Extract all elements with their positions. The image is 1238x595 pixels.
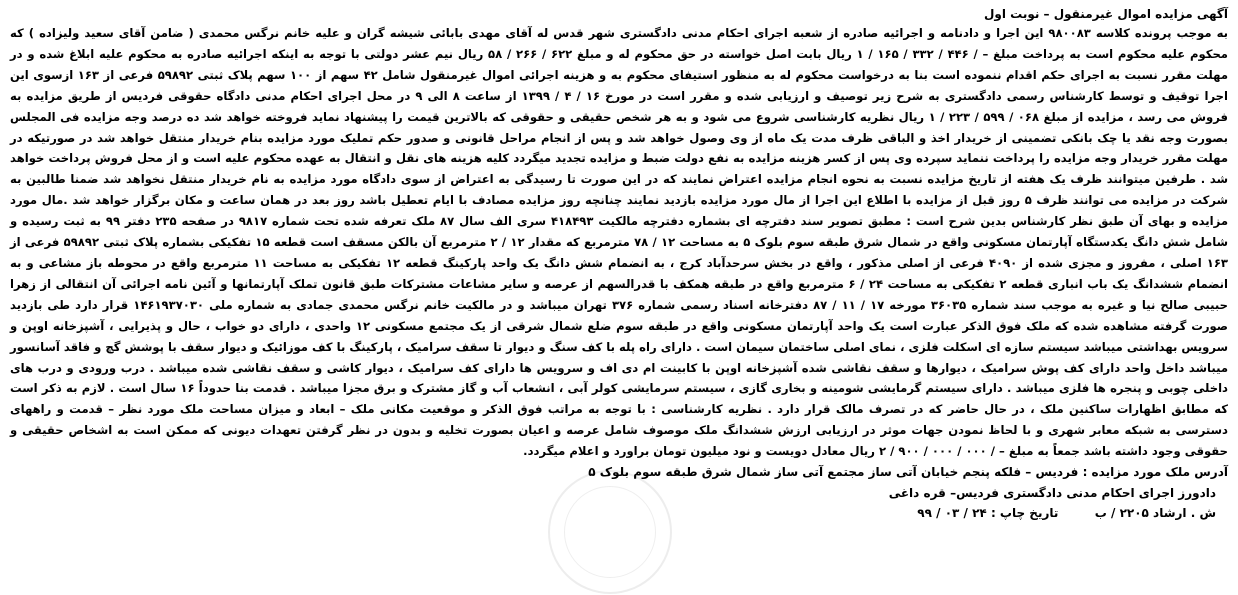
notice-body: به موجب پرونده کلاسه ۹۸۰۰۸۳ این اجرا و دادنامه و اجرائیه صادره از شعبه اجرای احکام مدنی دادگستری شهر قدس له آقای مهدی بابائی شیشه گران و علیه خانم نرگس محمدی ( ضامن آقای سعید ولیزاده ) که محکوم علیه محکوم است به پرداخت مبلغ – / ۴۴۶ / ۳۳۲ / ۱۶۵ / ۱ ریال بابت اصل خواسته در حق محکوم له و مبلغ ۶۲۲ / ۲۶۶ / ۵۸ ریال نیم عشر دولتی با توجه به اینکه اجرائیه صادره به محکوم علیه ابلاغ شده و در مهلت مقرر نسبت به اجرای حکم اقدام ننموده است بنا به درخواست محکوم له به منظور استیفای محکوم به و هزینه اجرائی اموال غیرمنقول شامل ۴۲ سهم از ۱۰۰ سهم پلاک ثبتی ۵۹۸۹۲ فرعی از ۱۶۳ ازسوی این اجرا توقیف و توسط کارشناس رسمی دادگستری به شرح زیر توصیف و ارزیابی شده و مقرر است در مورخ ۱۶ / ۴ / ۱۳۹۹ از ساعت ۸ الی ۹ در محل اجرای احکام مدنی دادگاه حقوقی فردیس از طریق مزایده به فروش می رسد ، مزایده از مبلغ ۰۶۸ / ۵۹۹ / ۲۲۳ / ۱ ریال نظریه کارشناسی شروع می شود و به هر شخص حقیقی و حقوقی که بالاترین قیمت را پیشنهاد نماید فروخته خواهد شد ده درصد وجه مزایده فی المجلس بصورت وجه نقد یا چک بانکی تضمینی از خریدار اخذ و الباقی ظرف مدت یک ماه از وی وصول خواهد شد و پس از انجام مراحل قانونی و صدور حکم تملیک مورد مزایده بنام خریدار منتقل خواهد شد در صورتیکه در مهلت مقرر خریدار وجه مزایده را پرداخت ننماید سپرده وی پس از کسر هزینه مزایده به نفع دولت ضبط و مزایده تجدید میگردد کلیه هزینه های نقل و انتقال به عهده محکوم علیه است و از محل فروش پرداخت خواهد شد . طرفین میتوانند ظرف یک هفته از تاریخ مزایده نسبت به نحوه انجام مزایده اعتراض نمایند که در این صورت تا رسیدگی به اعتراض از سوی دادگاه مورد مزایده به نام خریدار منتقل نخواهد شد ضمنا طالبین به شرکت در مزایده می توانند ظرف ۵ روز قبل از مزایده با اطلاع این اجرا از مال مورد مزایده بازدید نمایند چنانچه روز مزایده مصادف با ایام تعطیل باشد روز بعد در همان ساعت و مکان برگزار خواهد شد .مال مورد مزایده و بهای آن طبق نظر کارشناس بدین شرح است : مطبق تصویر سند دفترچه ای بشماره دفترچه مالکیت ۴۱۸۴۹۳ سری الف سال ۸۷ ملک تعرفه شده تحت شماره ۹۸۱۷ در صفحه ۲۳۵ دفتر ۹۹ به ثبت رسیده و شامل شش دانگ یکدستگاه آپارتمان مسکونی واقع در شمال شرق طبقه سوم بلوک ۵ به مساحت ۱۲ / ۷۸ مترمربع که مقدار ۱۲ / ۲ مترمربع آن بالکن مسقف است قطعه ۱۵ تفکیکی بشماره پلاک ثبتی ۵۹۸۹۲ فرعی از ۱۶۳ اصلی ، مفروز و مجزی شده از ۴۰۹۰ فرعی از اصلی مذکور ، واقع در بخش سرحدآباد کرج ، به انضمام شش دانگ یک واحد پارکینگ قطعه ۱۲ تفکیکی به مساحت ۱۱ مترمربع واقع در محوطه باز مشاعی و به انضمام ششدانگ یک باب انباری قطعه ۲ تفکیکی به مساحت ۲۴ / ۶ مترمربع واقع در طبقه همکف با قدرالسهم از عرصه و سایر مشاعات مشترکات طبق قانون تملک آپارتمانها و آئین نامه اجرائی آن انتقالی از زهرا حبیبی صالح نیا و غیره به موجب سند شماره ۳۶۰۳۵ مورخه ۱۷ / ۱۱ / ۸۷ دفترخانه اسناد رسمی شماره ۳۷۶ تهران میباشد و در مالکیت خانم نرگس محمدی جمادی به شماره ملی ۱۴۶۱۹۳۷۰۳۰ قرار دارد طی بازدید صورت گرفته مشاهده شده که ملک فوق الذکر عبارت است یک واحد آپارتمان مسکونی واقع در طبقه سوم ضلع شمال شرقی از یک مجتمع مسکونی ۱۲ واحدی ، دارای دو خواب ، حال و پذیرایی ، آشپزخانه اوپن و سرویس بهداشتی میباشد سیستم سازه ای اسکلت فلزی ، نمای اصلی ساختمان سیمان است . دارای راه پله با کف سنگ و دیوار تا سقف سرامیک ، پارکینگ با کف موزائیک و دیوار سقف با پوشش گچ و فاقد آسانسور میباشد داخل واحد دارای کف پوش سرامیک ، دیوارها و سقف نقاشی شده آشپزخانه اوپن با کابینت ام دی اف و سرویس ها دارای کف سرامیک ، دیوار کاشی و سقف نقاشی شده میباشد . درب ورودی و درب های داخلی چوبی و پنجره ها فلزی میباشد . دارای سیستم گرمایشی شومینه و بخاری گازی ، سیستم سرمایشی کولر آبی ، انشعاب آب و گاز مشترک و برق مجزا میباشد . قدمت بنا حدوداً ۱۶ سال است . لازم به ذکر است که مطابق اظهارات ساکنین ملک ، در حال حاضر که در تصرف مالک قرار دارد . نظریه کارشناسی : با توجه به مراتب فوق الذکر و موقعیت مکانی ملک – ابعاد و میزان مساحت ملک مورد نظر – قدمت و راههای دسترسی به شبکه معابر شهری و با لحاظ نمودن جهات موثر در ارزیابی ارزش ششدانگ ملک موصوف شامل عرصه و اعیان بصورت تخلیه و بدون در نظر گرفتن تعهدات دیونی که ممکن است به اشخاص حقیقی و حقوقی وجود داشته باشد جمعاً به مبلغ – / ۰۰۰ / ۰۰۰ / ۹۰۰ / ۲ ریال معادل دویست و نود میلیون تومان براورد و اعلام میگردد. — [10, 26, 1229, 459]
print-reference: ش . ارشاد ۲۲۰۵ / ب — [1094, 506, 1216, 521]
print-info-line — [10, 503, 1228, 524]
signature-line: دادورز اجرای احکام مدنی دادگستری فردیس– قره داغی — [888, 485, 1216, 500]
print-date: تاریخ چاپ : ۲۴ / ۰۳ / ۹۹ — [917, 506, 1059, 521]
notice-title: آگهی مزایده اموال غیرمنقول – نوبت اول — [983, 7, 1228, 21]
property-address: آدرس ملک مورد مزایده : فردیس – فلکه پنجم خیابان آتی ساز مجتمع آتی ساز شمال شرق طبقه سوم بلوک ۵ — [588, 465, 1228, 480]
auction-notice — [10, 5, 1228, 524]
